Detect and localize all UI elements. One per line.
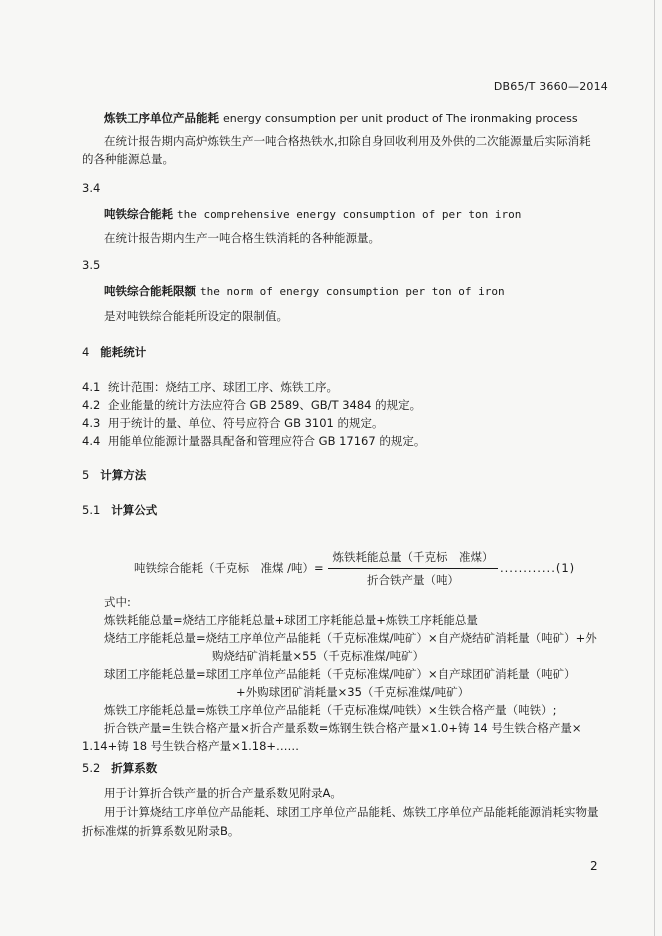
list-item bbox=[82, 433, 425, 449]
paragraph-line: 折标准煤的折算系数见附录B。 bbox=[82, 824, 240, 838]
term-en: the comprehensive energy consumption of per ton iron bbox=[177, 208, 522, 221]
item-number: 4.2 bbox=[82, 398, 101, 412]
section-number: 4 bbox=[82, 345, 90, 359]
formula-line: 折合铁产量=生铁合格产量×折合产量系数=炼钢生铁合格产量×1.0+铸 14 号生铁合格产量× bbox=[104, 721, 582, 735]
formula-lhs: 吨铁综合能耗（千克标 准煤 /吨）= bbox=[134, 561, 324, 575]
paragraph-line: 用于计算烧结工序单位产品能耗、球团工序单位产品能耗、炼铁工序单位产品能耗能源消耗实物量 bbox=[104, 805, 599, 819]
list-item bbox=[82, 379, 338, 395]
scan-edge bbox=[654, 0, 655, 936]
section-title: 能耗统计 bbox=[100, 345, 147, 359]
subsection-title: 计算公式 bbox=[111, 503, 158, 517]
standard-number: DB65/T 3660—2014 bbox=[493, 80, 608, 93]
where-label: 式中: bbox=[104, 595, 131, 609]
clause-number: 3.4 bbox=[82, 181, 101, 195]
formula-denominator: 折合铁产量（吨） bbox=[367, 573, 459, 587]
section-heading bbox=[82, 467, 146, 483]
subsection-title: 折算系数 bbox=[111, 761, 158, 775]
formula-line: +外购球团矿消耗量×35（千克标准煤/吨矿） bbox=[236, 685, 470, 699]
formula-line: 烧结工序能耗总量=烧结工序单位产品能耗（千克标准煤/吨矿）×自产烧结矿消耗量（吨矿）+外 bbox=[104, 631, 597, 645]
term-en: energy consumption per unit product of The ironmaking process bbox=[223, 112, 578, 125]
page-number: 2 bbox=[590, 859, 598, 873]
section-title: 计算方法 bbox=[100, 468, 147, 482]
item-text: 统计范围：烧结工序、球团工序、炼铁工序。 bbox=[108, 380, 338, 394]
term-comprehensive-energy bbox=[104, 206, 521, 222]
item-number: 4.3 bbox=[82, 416, 101, 430]
section-heading bbox=[82, 344, 146, 360]
item-number: 4.4 bbox=[82, 434, 101, 448]
clause-number: 3.5 bbox=[82, 258, 101, 272]
term-cn: 吨铁综合能耗限额 bbox=[104, 284, 196, 298]
formula-numerator: 炼铁耗能总量（千克标 准煤） bbox=[328, 549, 498, 569]
definition-line: 在统计报告期内生产一吨合格生铁消耗的各种能源量。 bbox=[104, 231, 380, 245]
item-number: 4.1 bbox=[82, 380, 101, 394]
formula-line: 1.14+铸 18 号生铁合格产量×1.18+…… bbox=[82, 739, 300, 753]
definition-line: 是对吨铁综合能耗所设定的限制值。 bbox=[104, 309, 288, 323]
item-text: 企业能量的统计方法应符合 GB 2589、GB/T 3484 的规定。 bbox=[108, 398, 422, 412]
formula-line: 炼铁耗能总量=烧结工序能耗总量+球团工序耗能总量+炼铁工序耗能总量 bbox=[104, 613, 478, 627]
subsection-heading bbox=[82, 502, 157, 518]
list-item bbox=[82, 397, 421, 413]
subsection-number: 5.1 bbox=[82, 503, 101, 517]
item-text: 用能单位能源计量器具配备和管理应符合 GB 17167 的规定。 bbox=[108, 434, 426, 448]
term-energy-norm bbox=[104, 283, 505, 299]
definition-line: 在统计报告期内高炉炼铁生产一吨合格热铁水,扣除自身回收利用及外供的二次能源量后实际消耗 bbox=[104, 134, 591, 148]
formula-line: 球团工序能耗总量=球团工序单位产品能耗（千克标准煤/吨矿）×自产球团矿消耗量（吨矿） bbox=[104, 667, 576, 681]
list-item bbox=[82, 415, 384, 431]
term-cn: 吨铁综合能耗 bbox=[104, 207, 173, 221]
paragraph-line: 用于计算折合铁产量的折合产量系数见附录A。 bbox=[104, 786, 342, 800]
definition-line: 的各种能源总量。 bbox=[82, 152, 174, 166]
formula-line: 购烧结矿消耗量×55（千克标准煤/吨矿） bbox=[212, 649, 425, 663]
subsection-heading bbox=[82, 760, 157, 776]
section-number: 5 bbox=[82, 468, 90, 482]
term-ironmaking-energy bbox=[104, 110, 578, 126]
item-text: 用于统计的量、单位、符号应符合 GB 3101 的规定。 bbox=[108, 416, 384, 430]
subsection-number: 5.2 bbox=[82, 761, 101, 775]
term-cn: 炼铁工序单位产品能耗 bbox=[104, 111, 219, 125]
formula-line: 炼铁工序能耗总量=炼铁工序单位产品能耗（千克标准煤/吨铁）×生铁合格产量（吨铁）; bbox=[104, 703, 557, 717]
formula-number: ............(1) bbox=[500, 561, 576, 575]
term-en: the norm of energy consumption per ton of iron bbox=[200, 285, 505, 298]
formula-fraction bbox=[328, 549, 498, 588]
